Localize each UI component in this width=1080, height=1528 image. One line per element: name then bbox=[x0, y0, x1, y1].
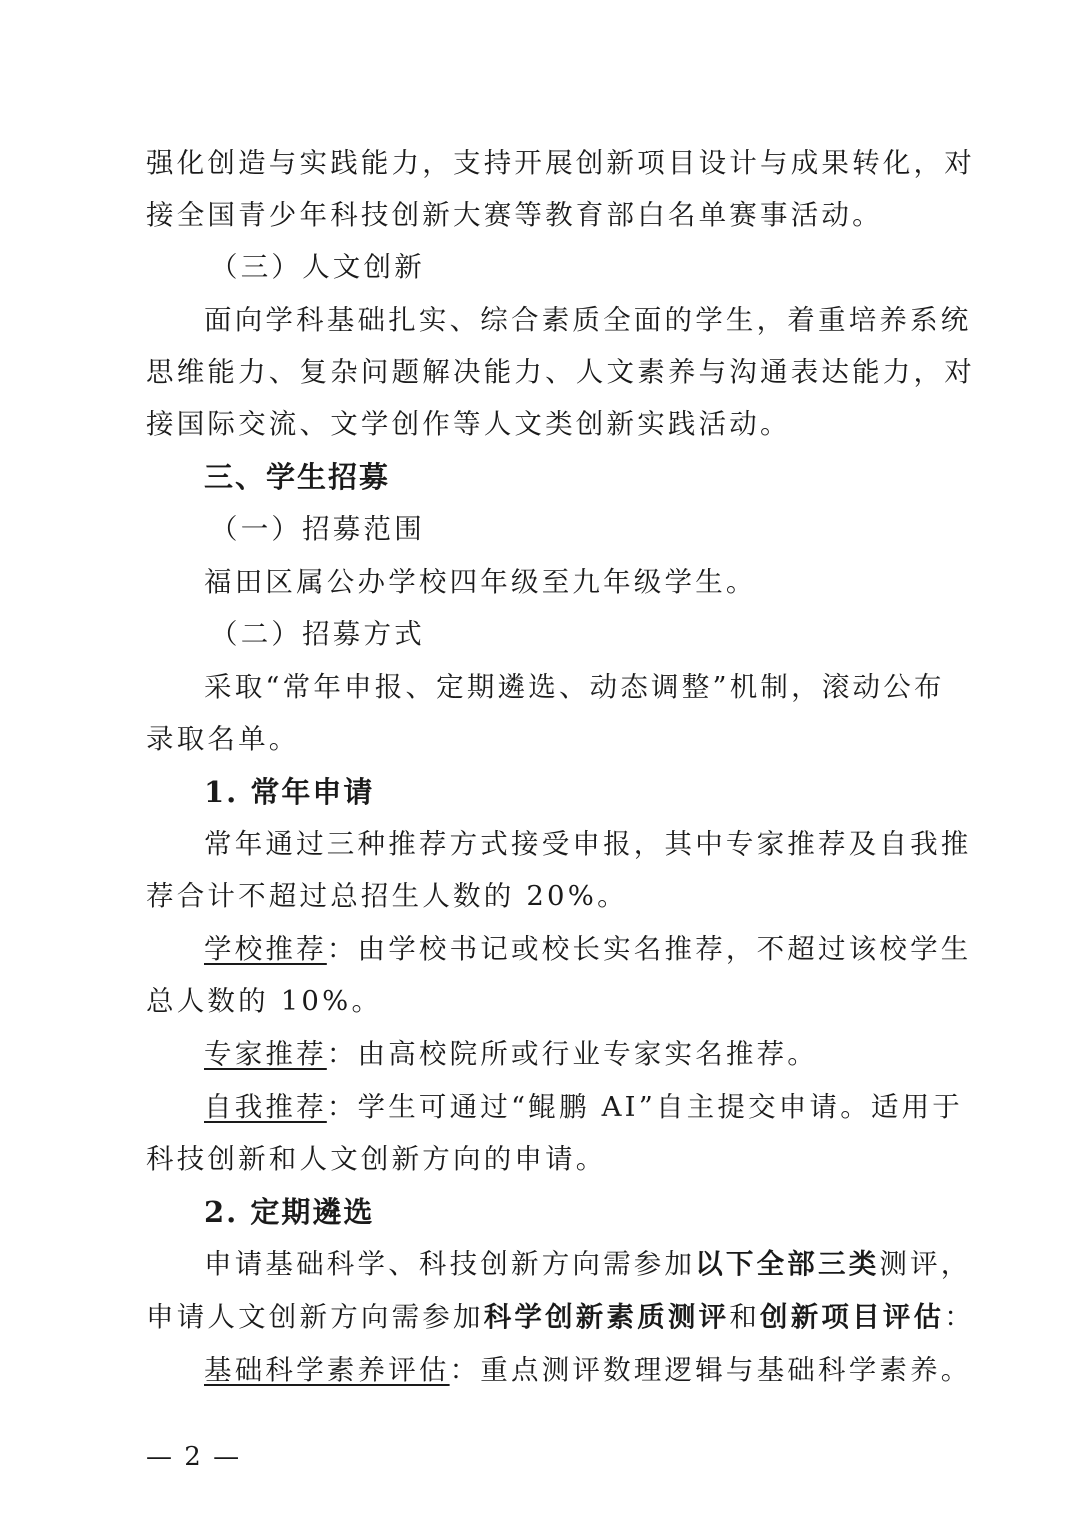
paragraph-line: 荐合计不超过总招生人数的 20%。 bbox=[146, 880, 628, 912]
bold-text-span: 创新项目评估 bbox=[760, 1301, 945, 1333]
bold-text-span: 科学创新素质测评 bbox=[483, 1301, 730, 1333]
self-recommendation-label: 自我推荐 bbox=[204, 1091, 327, 1123]
paragraph-line bbox=[146, 1297, 975, 1337]
paragraph-line: 录取名单。 bbox=[146, 723, 300, 755]
section-heading: （三）人文创新 bbox=[210, 251, 425, 283]
item-heading: 2. 定期遴选 bbox=[204, 1195, 375, 1229]
school-recommendation-text: ：由学校书记或校长实名推荐，不超过该校学生 bbox=[326, 933, 972, 965]
self-recommendation-text: ：学生可通过“鲲鹏 AI”自主提交申请。适用于 bbox=[326, 1091, 963, 1123]
text-span: ： bbox=[944, 1301, 975, 1333]
text-span: 申请人文创新方向需参加 bbox=[146, 1301, 484, 1333]
paragraph-line: 思维能力、复杂问题解决能力、人文素养与沟通表达能力，对 bbox=[146, 356, 975, 388]
expert-recommendation-text: ：由高校院所或行业专家实名推荐。 bbox=[326, 1038, 819, 1070]
paragraph-line: 接国际交流、文学创作等人文类创新实践活动。 bbox=[146, 408, 791, 440]
paragraph-line bbox=[204, 1350, 972, 1390]
school-recommendation-label: 学校推荐 bbox=[204, 933, 327, 965]
paragraph-line: 常年通过三种推荐方式接受申报，其中专家推荐及自我推 bbox=[204, 828, 972, 860]
paragraph-line bbox=[204, 1087, 963, 1127]
paragraph-line bbox=[204, 1244, 972, 1284]
paragraph-line: 接全国青少年科技创新大赛等教育部白名单赛事活动。 bbox=[146, 199, 883, 231]
paragraph-line: 面向学科基础扎实、综合素质全面的学生，着重培养系统 bbox=[204, 304, 972, 336]
item-heading: 1. 常年申请 bbox=[204, 775, 375, 809]
expert-recommendation-label: 专家推荐 bbox=[204, 1038, 327, 1070]
page-number: — 2 — bbox=[146, 1442, 242, 1472]
basic-science-eval-text: ：重点测评数理逻辑与基础科学素养。 bbox=[449, 1354, 972, 1386]
text-span: 申请基础科学、科技创新方向需参加 bbox=[204, 1248, 696, 1280]
paragraph-line bbox=[204, 1034, 946, 1074]
paragraph-line: 采取“常年申报、定期遴选、动态调整”机制，滚动公布 bbox=[204, 671, 945, 703]
section-heading: （二）招募方式 bbox=[210, 618, 425, 650]
paragraph-line bbox=[204, 929, 972, 969]
chapter-heading: 三、学生招募 bbox=[204, 460, 391, 494]
paragraph-line: 强化创造与实践能力，支持开展创新项目设计与成果转化，对 bbox=[146, 147, 975, 179]
paragraph-line: 总人数的 10%。 bbox=[146, 985, 383, 1017]
section-heading: （一）招募范围 bbox=[210, 513, 425, 545]
basic-science-eval-label: 基础科学素养评估 bbox=[204, 1354, 450, 1386]
paragraph-line: 科技创新和人文创新方向的申请。 bbox=[146, 1143, 607, 1175]
text-span: 和 bbox=[729, 1301, 761, 1333]
paragraph-line: 福田区属公办学校四年级至九年级学生。 bbox=[204, 566, 757, 598]
text-span: 测评， bbox=[879, 1248, 972, 1280]
bold-text-span: 以下全部三类 bbox=[695, 1248, 880, 1280]
